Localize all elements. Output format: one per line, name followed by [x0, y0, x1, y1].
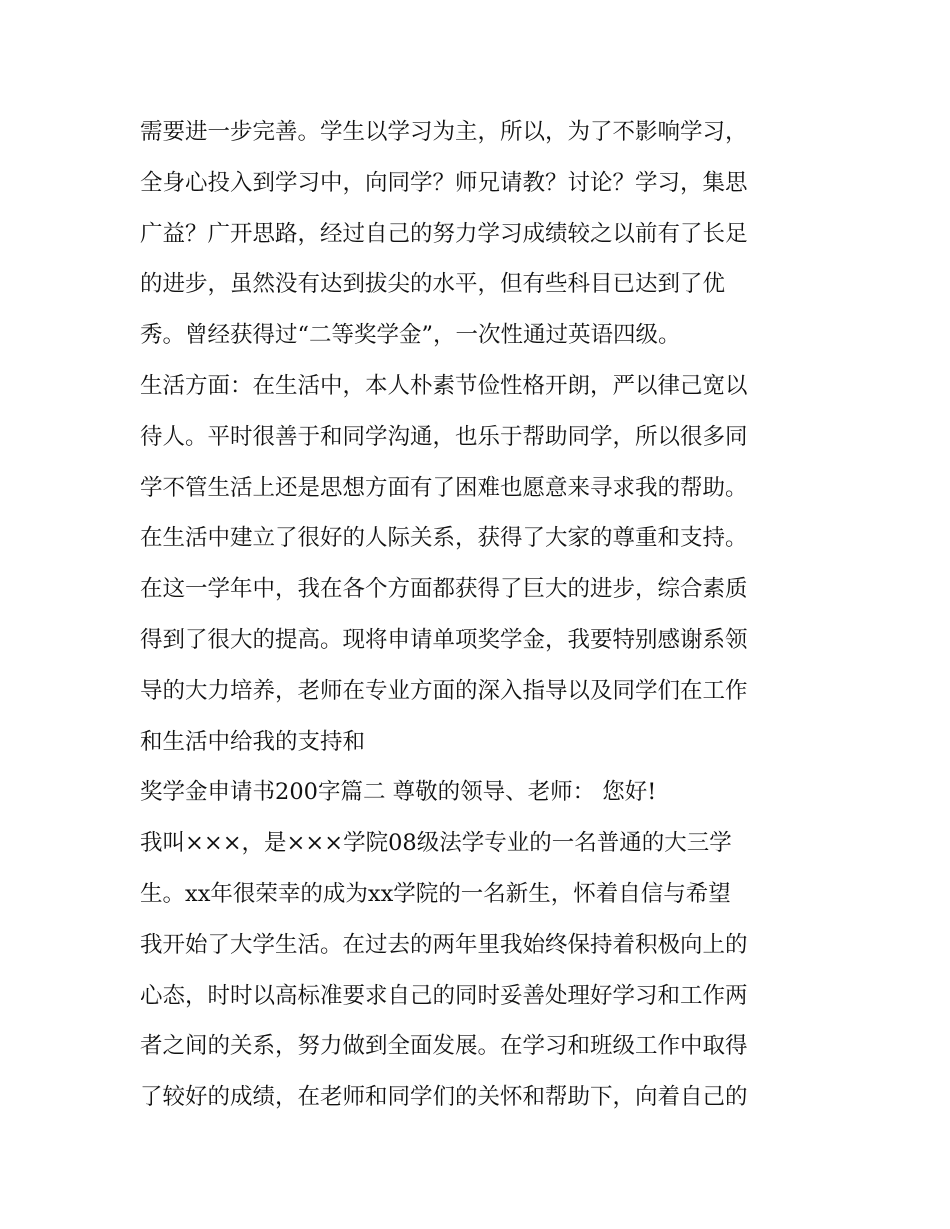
text-line-19: 者之间的关系，努力做到全面发展。在学习和班级工作中取得: [140, 1033, 748, 1060]
text-line-7: 待人。平时很善于和同学沟通，也乐于帮助同学，所以很多同: [140, 423, 748, 450]
text-line-2: 全身心投入到学习中，向同学？师兄请教？讨论？学习，集思: [140, 169, 748, 196]
text-line-9: 在生活中建立了很好的人际关系，获得了大家的尊重和支持。: [140, 525, 748, 552]
text-line-3: 广益？广开思路，经过自己的努力学习成绩较之以前有了长足: [140, 220, 748, 247]
text-line-1: 需要进一步完善。学生以学习为主，所以，为了不影响学习，: [140, 119, 748, 145]
text-line-18: 心态，时时以高标准要求自己的同时妥善处理好学习和工作两: [140, 982, 748, 1009]
document-body: [140, 107, 820, 1123]
text-line-17: 我开始了大学生活。在过去的两年里我始终保持着积极向上的: [140, 931, 748, 958]
text-line-15: 我叫×××，是×××学院08级法学专业的一名普通的大三学: [140, 830, 732, 857]
text-line-8: 学不管生活上还是思想方面有了困难也愿意来寻求我的帮助。: [140, 474, 748, 501]
text-line-5: 秀。曾经获得过“二等奖学金”，一次性通过英语四级。: [140, 322, 681, 349]
section-heading-line: 奖学金申请书200字篇二 尊敬的领导、老师： 您好!: [140, 779, 657, 806]
text-line-13: 和生活中给我的支持和: [140, 728, 366, 755]
text-line-6: 生活方面：在生活中，本人朴素节俭性格开朗，严以律己宽以: [140, 372, 748, 399]
text-line-4: 的进步，虽然没有达到拔尖的水平，但有些科目已达到了优: [140, 271, 726, 298]
text-line-11: 得到了很大的提高。现将申请单项奖学金，我要特别感谢系领: [140, 626, 748, 653]
text-line-16: 生。xx年很荣幸的成为xx学院的一名新生，怀着自信与希望: [140, 880, 731, 907]
text-line-20: 了较好的成绩，在老师和同学们的关怀和帮助下，向着自己的: [140, 1084, 748, 1111]
text-line-12: 导的大力培养，老师在专业方面的深入指导以及同学们在工作: [140, 677, 748, 704]
text-line-10: 在这一学年中，我在各个方面都获得了巨大的进步，综合素质: [140, 576, 748, 603]
